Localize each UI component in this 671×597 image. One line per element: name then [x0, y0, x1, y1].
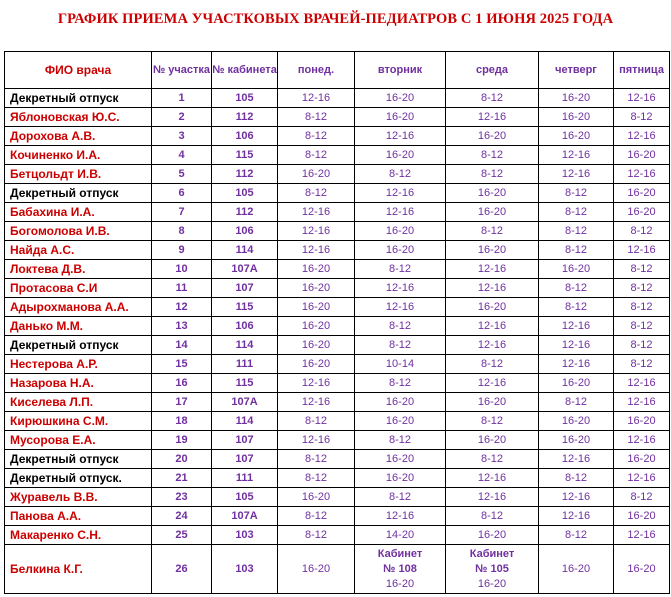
header-wednesday: среда	[446, 52, 539, 89]
kabinet-number: 115	[212, 374, 278, 393]
header-kabinet: № кабинета	[212, 52, 278, 89]
wednesday-hours: 12-16	[446, 260, 539, 279]
doctor-name: Найда А.С.	[5, 241, 152, 260]
table-row	[5, 146, 670, 165]
monday-hours: 16-20	[278, 488, 355, 507]
wednesday-hours: 16-20	[446, 431, 539, 450]
thursday-hours: 8-12	[539, 203, 614, 222]
tuesday-hours: 8-12	[355, 165, 446, 184]
uchastok-number: 9	[152, 241, 212, 260]
tuesday-hours: 16-20	[355, 108, 446, 127]
monday-hours: 12-16	[278, 374, 355, 393]
doctor-name: Декретный отпуск.	[5, 469, 152, 488]
kabinet-number: 114	[212, 412, 278, 431]
doctor-name: Локтева Д.В.	[5, 260, 152, 279]
table-row	[5, 488, 670, 507]
doctor-name: Яблоновская Ю.С.	[5, 108, 152, 127]
table-row	[5, 108, 670, 127]
table-row	[5, 165, 670, 184]
monday-hours: 8-12	[278, 450, 355, 469]
table-row	[5, 431, 670, 450]
friday-hours: 12-16	[614, 165, 670, 184]
table-row	[5, 317, 670, 336]
friday-hours: 12-16	[614, 393, 670, 412]
wednesday-room-label: Кабинет	[469, 547, 515, 560]
header-uchastok: № участка	[152, 52, 212, 89]
tuesday-hours: 14-20	[355, 526, 446, 545]
table-row	[5, 298, 670, 317]
tuesday-hours: 12-16	[355, 507, 446, 526]
wednesday-hours: 12-16	[446, 469, 539, 488]
kabinet-number: 107	[212, 431, 278, 450]
doctor-name: Кирюшкина С.М.	[5, 412, 152, 431]
table-row	[5, 393, 670, 412]
uchastok-number: 11	[152, 279, 212, 298]
uchastok-number: 4	[152, 146, 212, 165]
wednesday-hours: 8-12	[446, 165, 539, 184]
monday-hours: 8-12	[278, 146, 355, 165]
wednesday-hours: 8-12	[446, 222, 539, 241]
tuesday-hours: 12-16	[355, 298, 446, 317]
table-row	[5, 469, 670, 488]
doctor-name: Декретный отпуск	[5, 336, 152, 355]
thursday-hours: 12-16	[539, 355, 614, 374]
monday-hours: 12-16	[278, 203, 355, 222]
kabinet-number: 112	[212, 108, 278, 127]
thursday-hours: 16-20	[539, 412, 614, 431]
uchastok-number: 18	[152, 412, 212, 431]
tuesday-hours: 16-20	[355, 241, 446, 260]
uchastok-number: 5	[152, 165, 212, 184]
wednesday-room-hours: 16-20	[477, 577, 507, 590]
tuesday-hours: 16-20	[355, 469, 446, 488]
friday-hours: 12-16	[614, 374, 670, 393]
monday-hours: 8-12	[278, 526, 355, 545]
tuesday-hours: 8-12	[355, 260, 446, 279]
wednesday-hours: 16-20	[446, 184, 539, 203]
kabinet-number: 115	[212, 298, 278, 317]
friday-hours: 16-20	[614, 507, 670, 526]
friday-hours: 8-12	[614, 298, 670, 317]
monday-hours: 16-20	[278, 545, 355, 594]
friday-hours: 8-12	[614, 336, 670, 355]
doctor-name: Макаренко С.Н.	[5, 526, 152, 545]
friday-hours: 8-12	[614, 260, 670, 279]
schedule-table	[4, 51, 670, 594]
tuesday-hours: 10-14	[355, 355, 446, 374]
doctor-name: Протасова С.И	[5, 279, 152, 298]
thursday-hours: 8-12	[539, 469, 614, 488]
tuesday-hours: 8-12	[355, 488, 446, 507]
doctor-name: Данько М.М.	[5, 317, 152, 336]
table-row	[5, 241, 670, 260]
kabinet-number: 103	[212, 526, 278, 545]
thursday-hours: 16-20	[539, 260, 614, 279]
thursday-hours: 8-12	[539, 241, 614, 260]
doctor-name: Бабахина И.А.	[5, 203, 152, 222]
monday-hours: 8-12	[278, 412, 355, 431]
table-row	[5, 336, 670, 355]
wednesday-hours: 12-16	[446, 374, 539, 393]
uchastok-number: 24	[152, 507, 212, 526]
tuesday-hours: 16-20	[355, 222, 446, 241]
thursday-hours: 8-12	[539, 526, 614, 545]
uchastok-number: 10	[152, 260, 212, 279]
wednesday-hours: 12-16	[446, 108, 539, 127]
friday-hours: 16-20	[614, 450, 670, 469]
monday-hours: 8-12	[278, 507, 355, 526]
header-fio: ФИО врача	[5, 52, 152, 89]
table-row	[5, 127, 670, 146]
table-row	[5, 184, 670, 203]
thursday-hours: 12-16	[539, 488, 614, 507]
friday-hours: 8-12	[614, 222, 670, 241]
table-row	[5, 450, 670, 469]
kabinet-number: 107	[212, 279, 278, 298]
monday-hours: 16-20	[278, 165, 355, 184]
monday-hours: 12-16	[278, 222, 355, 241]
friday-hours: 12-16	[614, 526, 670, 545]
wednesday-hours	[446, 545, 539, 594]
monday-hours: 8-12	[278, 108, 355, 127]
wednesday-hours: 16-20	[446, 203, 539, 222]
kabinet-number: 114	[212, 241, 278, 260]
table-row	[5, 260, 670, 279]
table-row	[5, 526, 670, 545]
friday-hours: 16-20	[614, 146, 670, 165]
wednesday-hours: 16-20	[446, 127, 539, 146]
header-tuesday: вторник	[355, 52, 446, 89]
monday-hours: 12-16	[278, 393, 355, 412]
tuesday-hours: 16-20	[355, 89, 446, 108]
tuesday-hours: 12-16	[355, 127, 446, 146]
wednesday-hours: 16-20	[446, 298, 539, 317]
tuesday-hours: 8-12	[355, 431, 446, 450]
tuesday-room-hours: 16-20	[385, 577, 415, 590]
doctor-name: Богомолова И.В.	[5, 222, 152, 241]
monday-hours: 12-16	[278, 431, 355, 450]
monday-hours: 16-20	[278, 260, 355, 279]
kabinet-number: 112	[212, 203, 278, 222]
wednesday-hours: 8-12	[446, 89, 539, 108]
table-row	[5, 222, 670, 241]
uchastok-number: 7	[152, 203, 212, 222]
uchastok-number: 26	[152, 545, 212, 594]
kabinet-number: 111	[212, 469, 278, 488]
kabinet-number: 103	[212, 545, 278, 594]
table-row	[5, 279, 670, 298]
doctor-name: Декретный отпуск	[5, 89, 152, 108]
thursday-hours: 16-20	[539, 545, 614, 594]
doctor-name: Бетцольдт И.В.	[5, 165, 152, 184]
kabinet-number: 107А	[212, 393, 278, 412]
table-row	[5, 374, 670, 393]
monday-hours: 16-20	[278, 279, 355, 298]
uchastok-number: 17	[152, 393, 212, 412]
friday-hours: 12-16	[614, 89, 670, 108]
uchastok-number: 14	[152, 336, 212, 355]
kabinet-number: 105	[212, 184, 278, 203]
thursday-hours: 12-16	[539, 146, 614, 165]
wednesday-hours: 12-16	[446, 279, 539, 298]
kabinet-number: 105	[212, 488, 278, 507]
uchastok-number: 23	[152, 488, 212, 507]
wednesday-hours: 16-20	[446, 393, 539, 412]
monday-hours: 16-20	[278, 298, 355, 317]
friday-hours: 16-20	[614, 545, 670, 594]
wednesday-hours: 12-16	[446, 336, 539, 355]
kabinet-number: 107А	[212, 260, 278, 279]
monday-hours: 12-16	[278, 89, 355, 108]
uchastok-number: 21	[152, 469, 212, 488]
doctor-name: Адырохманова А.А.	[5, 298, 152, 317]
doctor-name: Назарова Н.А.	[5, 374, 152, 393]
doctor-name: Нестерова А.Р.	[5, 355, 152, 374]
monday-hours: 12-16	[278, 241, 355, 260]
header-friday: пятница	[614, 52, 670, 89]
wednesday-hours: 8-12	[446, 507, 539, 526]
header-thursday: четверг	[539, 52, 614, 89]
friday-hours: 12-16	[614, 127, 670, 146]
uchastok-number: 19	[152, 431, 212, 450]
uchastok-number: 12	[152, 298, 212, 317]
uchastok-number: 15	[152, 355, 212, 374]
monday-hours: 8-12	[278, 469, 355, 488]
tuesday-room-number: № 108	[383, 562, 417, 575]
wednesday-hours: 8-12	[446, 355, 539, 374]
thursday-hours: 12-16	[539, 450, 614, 469]
uchastok-number: 1	[152, 89, 212, 108]
tuesday-room-label: Кабинет	[377, 547, 423, 560]
monday-hours: 8-12	[278, 127, 355, 146]
thursday-hours: 16-20	[539, 431, 614, 450]
kabinet-number: 112	[212, 165, 278, 184]
kabinet-number: 106	[212, 317, 278, 336]
kabinet-number: 115	[212, 146, 278, 165]
tuesday-hours	[355, 545, 446, 594]
friday-hours: 12-16	[614, 469, 670, 488]
uchastok-number: 16	[152, 374, 212, 393]
wednesday-hours: 16-20	[446, 241, 539, 260]
friday-hours: 8-12	[614, 355, 670, 374]
friday-hours: 8-12	[614, 279, 670, 298]
thursday-hours: 8-12	[539, 184, 614, 203]
doctor-name: Дорохова А.В.	[5, 127, 152, 146]
monday-hours: 8-12	[278, 184, 355, 203]
wednesday-hours: 12-16	[446, 488, 539, 507]
kabinet-number: 106	[212, 222, 278, 241]
tuesday-hours: 8-12	[355, 336, 446, 355]
thursday-hours: 12-16	[539, 336, 614, 355]
table-row	[5, 355, 670, 374]
thursday-hours: 16-20	[539, 108, 614, 127]
thursday-hours: 16-20	[539, 374, 614, 393]
uchastok-number: 6	[152, 184, 212, 203]
uchastok-number: 2	[152, 108, 212, 127]
uchastok-number: 8	[152, 222, 212, 241]
wednesday-hours: 12-16	[446, 317, 539, 336]
tuesday-hours: 16-20	[355, 393, 446, 412]
friday-hours: 12-16	[614, 431, 670, 450]
tuesday-hours: 12-16	[355, 279, 446, 298]
friday-hours: 12-16	[614, 241, 670, 260]
doctor-name: Киселева Л.П.	[5, 393, 152, 412]
uchastok-number: 20	[152, 450, 212, 469]
thursday-hours: 8-12	[539, 279, 614, 298]
wednesday-hours: 16-20	[446, 526, 539, 545]
tuesday-hours: 12-16	[355, 184, 446, 203]
monday-hours: 16-20	[278, 336, 355, 355]
uchastok-number: 3	[152, 127, 212, 146]
thursday-hours: 12-16	[539, 507, 614, 526]
friday-hours: 8-12	[614, 108, 670, 127]
table-row	[5, 203, 670, 222]
tuesday-hours: 8-12	[355, 374, 446, 393]
friday-hours: 16-20	[614, 203, 670, 222]
friday-hours: 8-12	[614, 317, 670, 336]
doctor-name: Журавель В.В.	[5, 488, 152, 507]
doctor-name: Кочиненко И.А.	[5, 146, 152, 165]
thursday-hours: 12-16	[539, 165, 614, 184]
kabinet-number: 111	[212, 355, 278, 374]
uchastok-number: 13	[152, 317, 212, 336]
thursday-hours: 8-12	[539, 222, 614, 241]
table-row	[5, 89, 670, 108]
friday-hours: 8-12	[614, 488, 670, 507]
thursday-hours: 16-20	[539, 89, 614, 108]
kabinet-number: 105	[212, 89, 278, 108]
doctor-name: Декретный отпуск	[5, 184, 152, 203]
wednesday-hours: 8-12	[446, 146, 539, 165]
thursday-hours: 8-12	[539, 393, 614, 412]
kabinet-number: 107	[212, 450, 278, 469]
wednesday-hours: 8-12	[446, 412, 539, 431]
kabinet-number: 106	[212, 127, 278, 146]
uchastok-number: 25	[152, 526, 212, 545]
thursday-hours: 12-16	[539, 317, 614, 336]
thursday-hours: 8-12	[539, 298, 614, 317]
monday-hours: 16-20	[278, 317, 355, 336]
kabinet-number: 114	[212, 336, 278, 355]
thursday-hours: 16-20	[539, 127, 614, 146]
doctor-name: Панова А.А.	[5, 507, 152, 526]
table-header-row	[5, 52, 670, 89]
wednesday-room-number: № 105	[475, 562, 509, 575]
header-monday: понед.	[278, 52, 355, 89]
tuesday-hours: 16-20	[355, 146, 446, 165]
doctor-name: Декретный отпуск	[5, 450, 152, 469]
tuesday-hours: 16-20	[355, 450, 446, 469]
tuesday-hours: 16-20	[355, 412, 446, 431]
friday-hours: 16-20	[614, 184, 670, 203]
table-row	[5, 507, 670, 526]
table-row	[5, 412, 670, 431]
tuesday-hours: 12-16	[355, 203, 446, 222]
doctor-name: Мусорова Е.А.	[5, 431, 152, 450]
wednesday-hours: 8-12	[446, 450, 539, 469]
table-row-last	[5, 545, 670, 594]
kabinet-number: 107А	[212, 507, 278, 526]
schedule-title: ГРАФИК ПРИЕМА УЧАСТКОВЫХ ВРАЧЕЙ-ПЕДИАТРОВ С 1 ИЮНЯ 2025 ГОДА	[57, 11, 614, 27]
tuesday-hours: 8-12	[355, 317, 446, 336]
friday-hours: 16-20	[614, 412, 670, 431]
monday-hours: 16-20	[278, 355, 355, 374]
doctor-name: Белкина К.Г.	[5, 545, 152, 594]
